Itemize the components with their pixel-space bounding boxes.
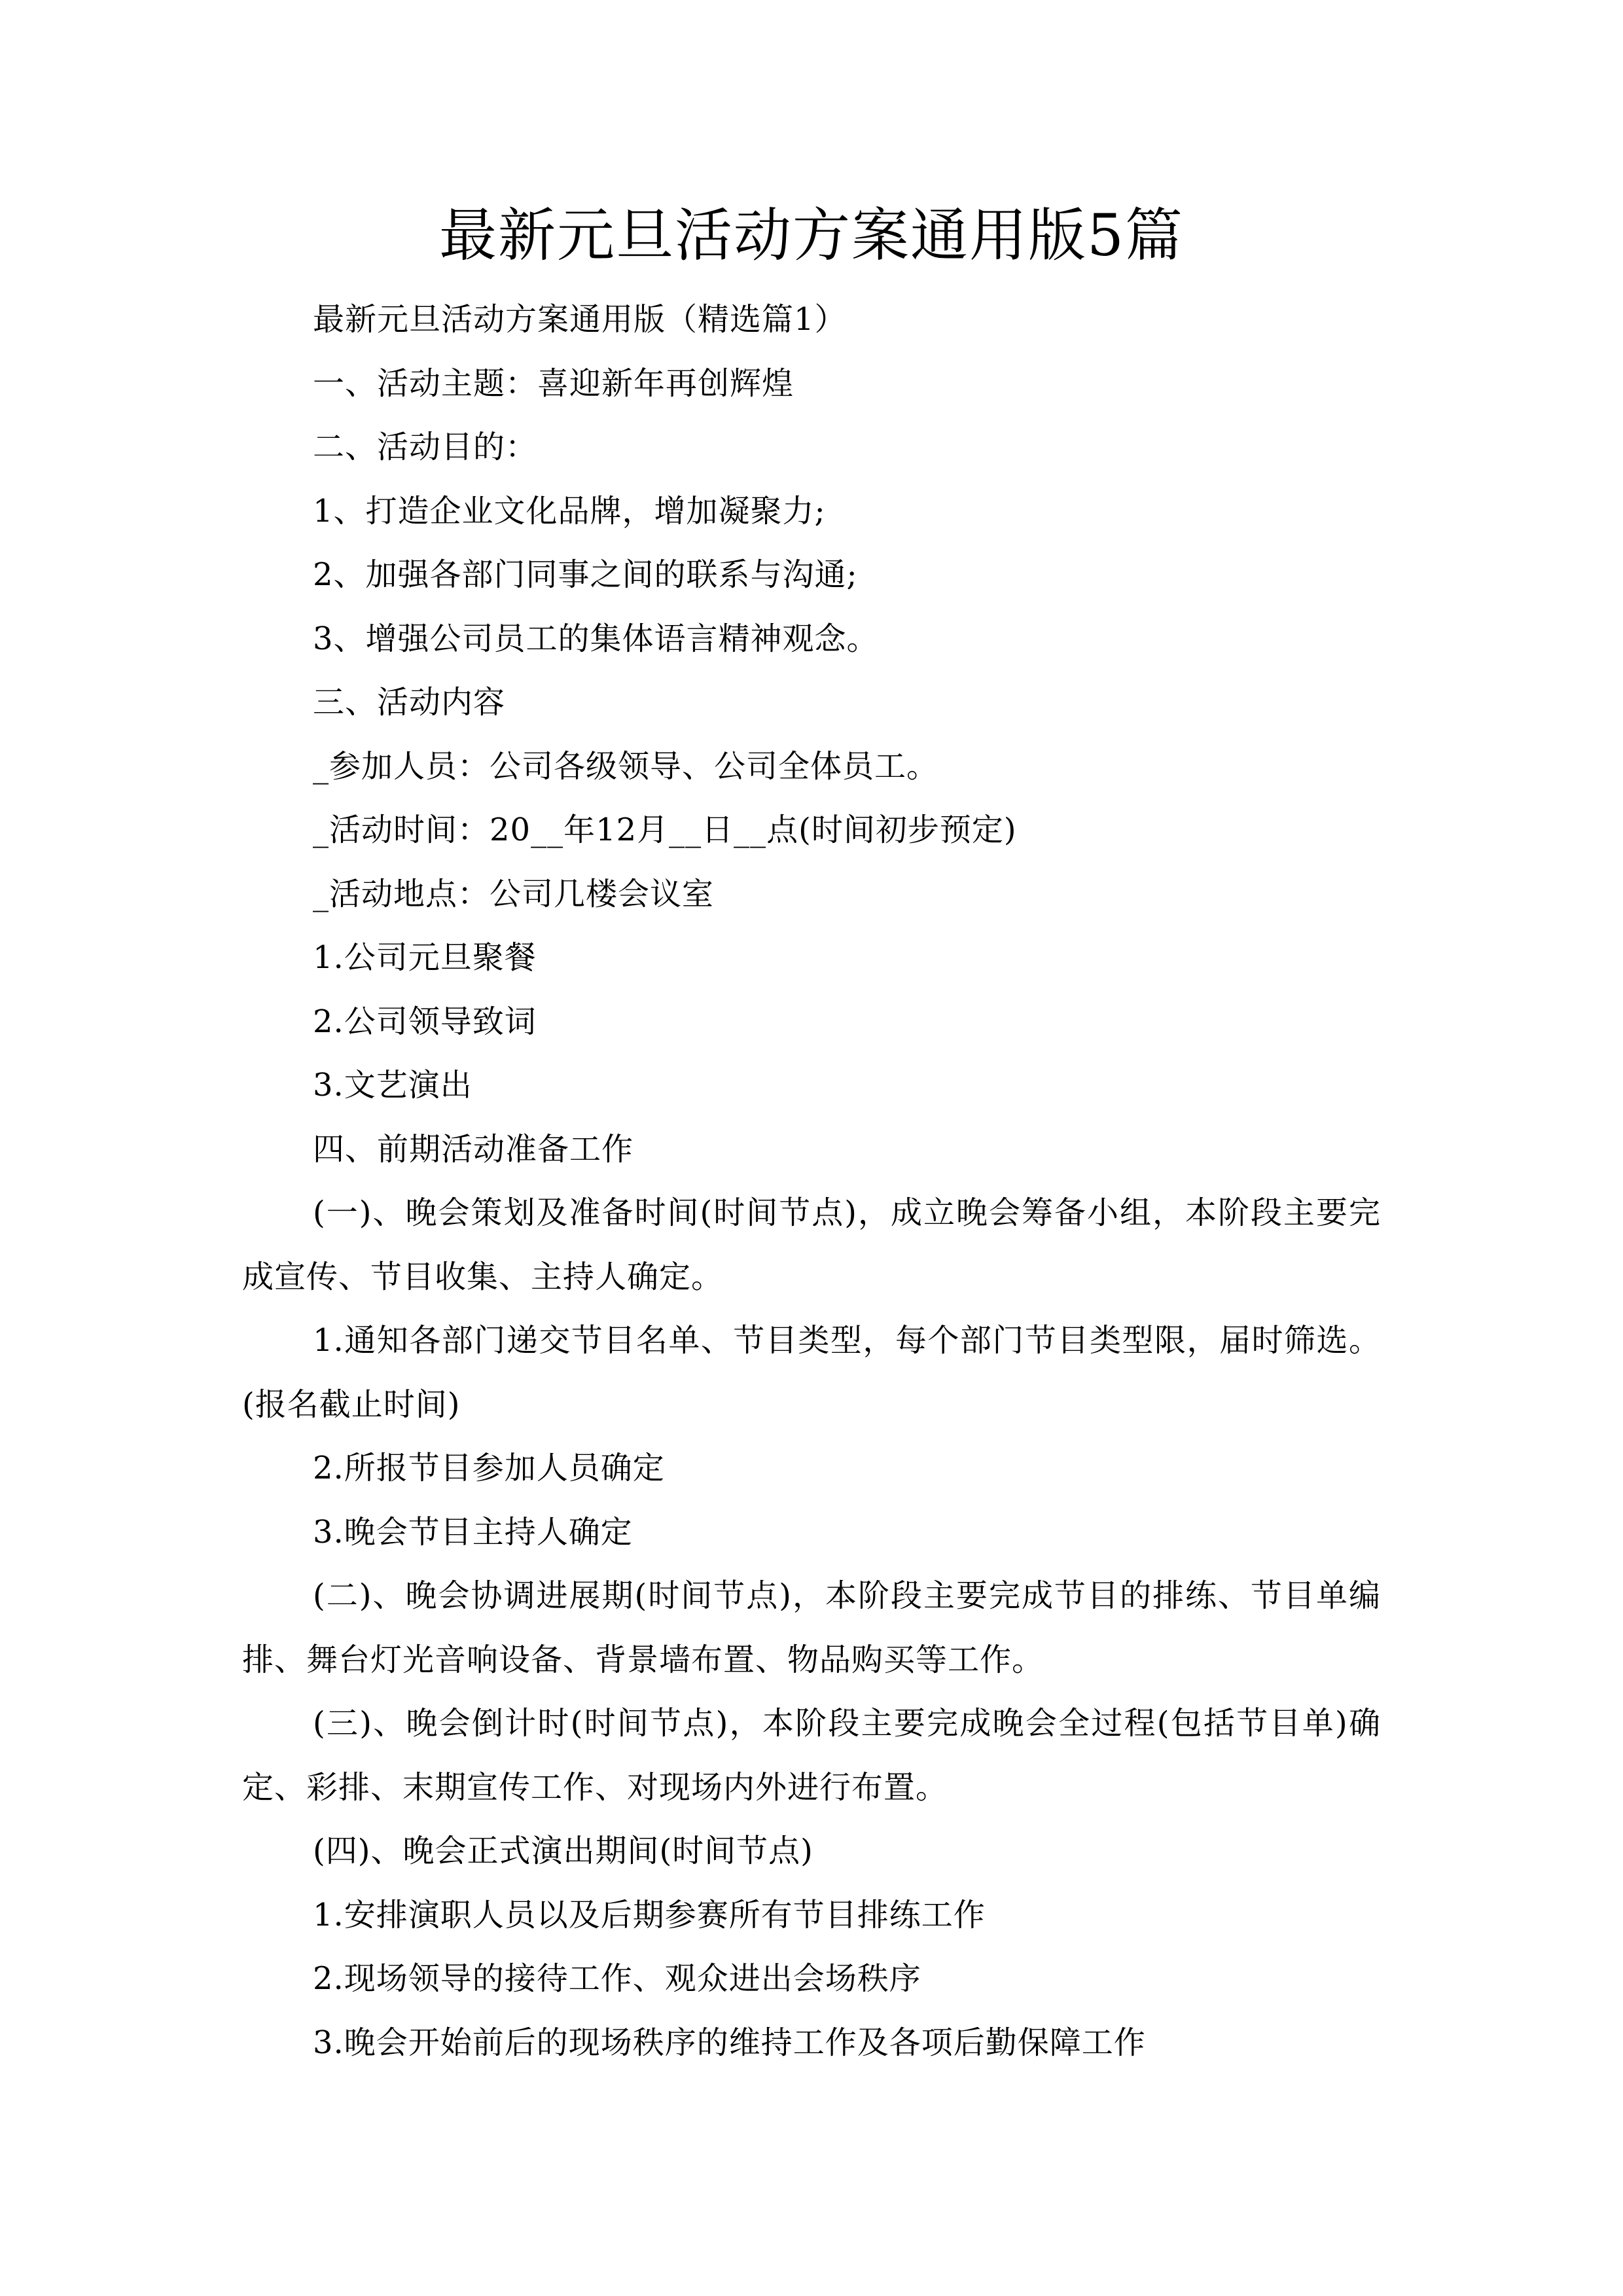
list-item: 2.现场领导的接待工作、观众进出会场秩序 [313,1960,921,1997]
paragraph-time: _活动时间：20__年12月__日__点(时间初步预定) [313,812,1017,848]
paragraph-content-heading: 三、活动内容 [313,684,506,721]
paragraph-participants: _参加人员：公司各级领导、公司全体员工。 [313,747,939,785]
paragraph-phase-3: (三)、晚会倒计时(时间节点)，本阶段主要完成晚会全过程(包括节目单)确定、彩排、末期宣传工作、对现场内外进行布置。 [242,1705,1381,1806]
paragraph-theme: 一、活动主题：喜迎新年再创辉煌 [313,365,794,402]
paragraph-preparation-heading: 四、前期活动准备工作 [313,1130,634,1168]
section-heading-part1: 最新元旦活动方案通用版（精选篇1） [313,301,847,338]
list-item: 3.晚会节目主持人确定 [313,1513,633,1551]
list-item: 2、加强各部门同事之间的联系与沟通; [313,556,858,593]
list-item: 1.安排演职人员以及后期参赛所有节目排练工作 [313,1896,986,1933]
list-item: 3.文艺演出 [313,1067,473,1103]
list-item: 1.通知各部门递交节目名单、节目类型，每个部门节目类型限，届时筛选。(报名截止时间) [242,1322,1381,1423]
list-item: 3.晚会开始前后的现场秩序的维持工作及各项后勤保障工作 [313,2024,1146,2061]
paragraph-phase-1: (一)、晚会策划及准备时间(时间节点)，成立晚会筹备小组，本阶段主要完成宣传、节目收集、主持人确定。 [242,1194,1381,1295]
paragraph-phase-4: (四)、晚会正式演出期间(时间节点) [313,1833,813,1869]
paragraph-phase-2: (二)、晚会协调进展期(时间节点)，本阶段主要完成节目的排练、节目单编排、舞台灯光音响设备、背景墙布置、物品购买等工作。 [242,1577,1381,1678]
list-item: 1、打造企业文化品牌，增加凝聚力; [313,492,826,529]
paragraph-location: _活动地点：公司几楼会议室 [313,875,715,912]
list-item: 1.公司元旦聚餐 [313,939,537,976]
list-item: 2.公司领导致词 [313,1003,537,1040]
list-item: 2.所报节目参加人员确定 [313,1450,665,1486]
paragraph-purpose-heading: 二、活动目的： [313,429,538,465]
list-item: 3、增强公司员工的集体语言精神观念。 [313,620,879,657]
document-title: 最新元旦活动方案通用版5篇 [439,202,1184,269]
document-body [242,288,1381,2075]
